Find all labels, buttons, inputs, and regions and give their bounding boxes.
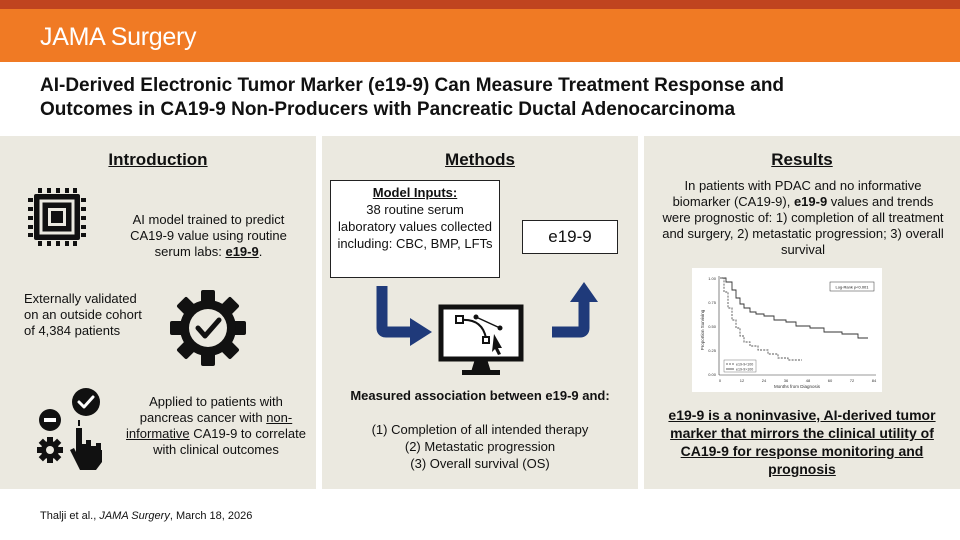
- introduction-panel: [0, 136, 316, 489]
- methods-item-1: (1) Completion of all intended therapy: [371, 422, 589, 437]
- x-tick-labels: [719, 378, 877, 383]
- intro-block-2: Externally validated on an outside cohort of 4,384 patients: [24, 291, 142, 338]
- legend-series-1: e19-9<100: [736, 362, 754, 367]
- journal-banner: [0, 9, 960, 62]
- conclusion-text: e19-9 is a noninvasive, AI-derived tumor marker that mirrors the clinical utility of CA19-9 for response monitoring and prognosis: [668, 407, 936, 477]
- gear-check-icon: [166, 286, 250, 370]
- results-title: Results: [771, 150, 833, 169]
- methods-item-2: (2) Metastatic progression: [404, 439, 556, 454]
- methods-item-3: (3) Overall survival (OS): [410, 456, 550, 471]
- x-axis-label: Months from Diagnosis: [773, 384, 821, 389]
- model-inputs-title: Model Inputs:: [372, 185, 458, 200]
- y-tick: 0.75: [708, 300, 716, 305]
- y-tick: 0.00: [708, 372, 716, 377]
- page-title: [40, 74, 920, 122]
- intro-block-3: Applied to patients with pancreas cancer with non-informative CA19-9 to correlate with clinical outcomes: [126, 394, 306, 457]
- model-inputs-text: 38 routine serum laboratory values collected including: CBC, BMP, LFTs: [337, 202, 493, 251]
- decision-hand-icon: [36, 386, 118, 474]
- x-tick: 60: [827, 378, 833, 383]
- methods-title: Methods: [445, 150, 515, 169]
- y-tick: 0.25: [708, 348, 716, 353]
- output-label: e19-9: [548, 227, 592, 246]
- y-tick: 0.50: [708, 324, 716, 329]
- y-axis-label: Proportion Surviving: [700, 309, 705, 351]
- x-tick: 72: [849, 378, 855, 383]
- y-tick: 1.00: [708, 276, 716, 281]
- log-rank-note: Log-Rank p<0.001: [835, 284, 869, 290]
- results-panel: [644, 136, 960, 489]
- up-arrow-icon: [550, 280, 602, 342]
- x-tick: 24: [761, 378, 767, 383]
- association-title: Measured association between e19-9 and:: [350, 388, 610, 403]
- citation: Thalji et al., JAMA Surgery, March 18, 2026: [40, 510, 253, 522]
- chip-icon: [20, 180, 94, 254]
- y-tick-labels: [708, 276, 717, 377]
- x-tick: 84: [871, 378, 877, 383]
- title-line-2: Outcomes in CA19-9 Non-Producers with Pancreatic Ductal Adenocarcinoma: [40, 99, 736, 120]
- x-tick: 36: [783, 378, 789, 383]
- model-inputs-box: [330, 180, 500, 278]
- x-tick: 12: [739, 378, 745, 383]
- legend-series-2: e19-9>100: [736, 367, 754, 372]
- introduction-title: Introduction: [108, 150, 208, 169]
- title-line-1: AI-Derived Electronic Tumor Marker (e19-9) Can Measure Treatment Response and: [40, 75, 785, 96]
- x-tick: 48: [805, 378, 811, 383]
- x-tick: 0: [718, 378, 722, 383]
- e19-9-output-box: [522, 220, 618, 254]
- down-right-arrow-icon: [374, 284, 434, 348]
- results-summary: In patients with PDAC and no informative biomarker (CA19-9), e19-9 values and trends were prognostic of: 1) completion of all treatment and surgery, 2) metastatic progression; 3) overall survival: [662, 178, 944, 257]
- survival-plot: [692, 268, 882, 392]
- e19-9-term: e19-9: [225, 244, 259, 259]
- journal-name: JAMA Surgery: [40, 23, 197, 51]
- methods-panel: [322, 136, 638, 489]
- top-accent-strip: [0, 0, 960, 9]
- monitor-curve-icon: [438, 304, 524, 378]
- intro-block-1: AI model trained to predict CA19-9 value using routine serum labs: e19-9.: [130, 212, 287, 259]
